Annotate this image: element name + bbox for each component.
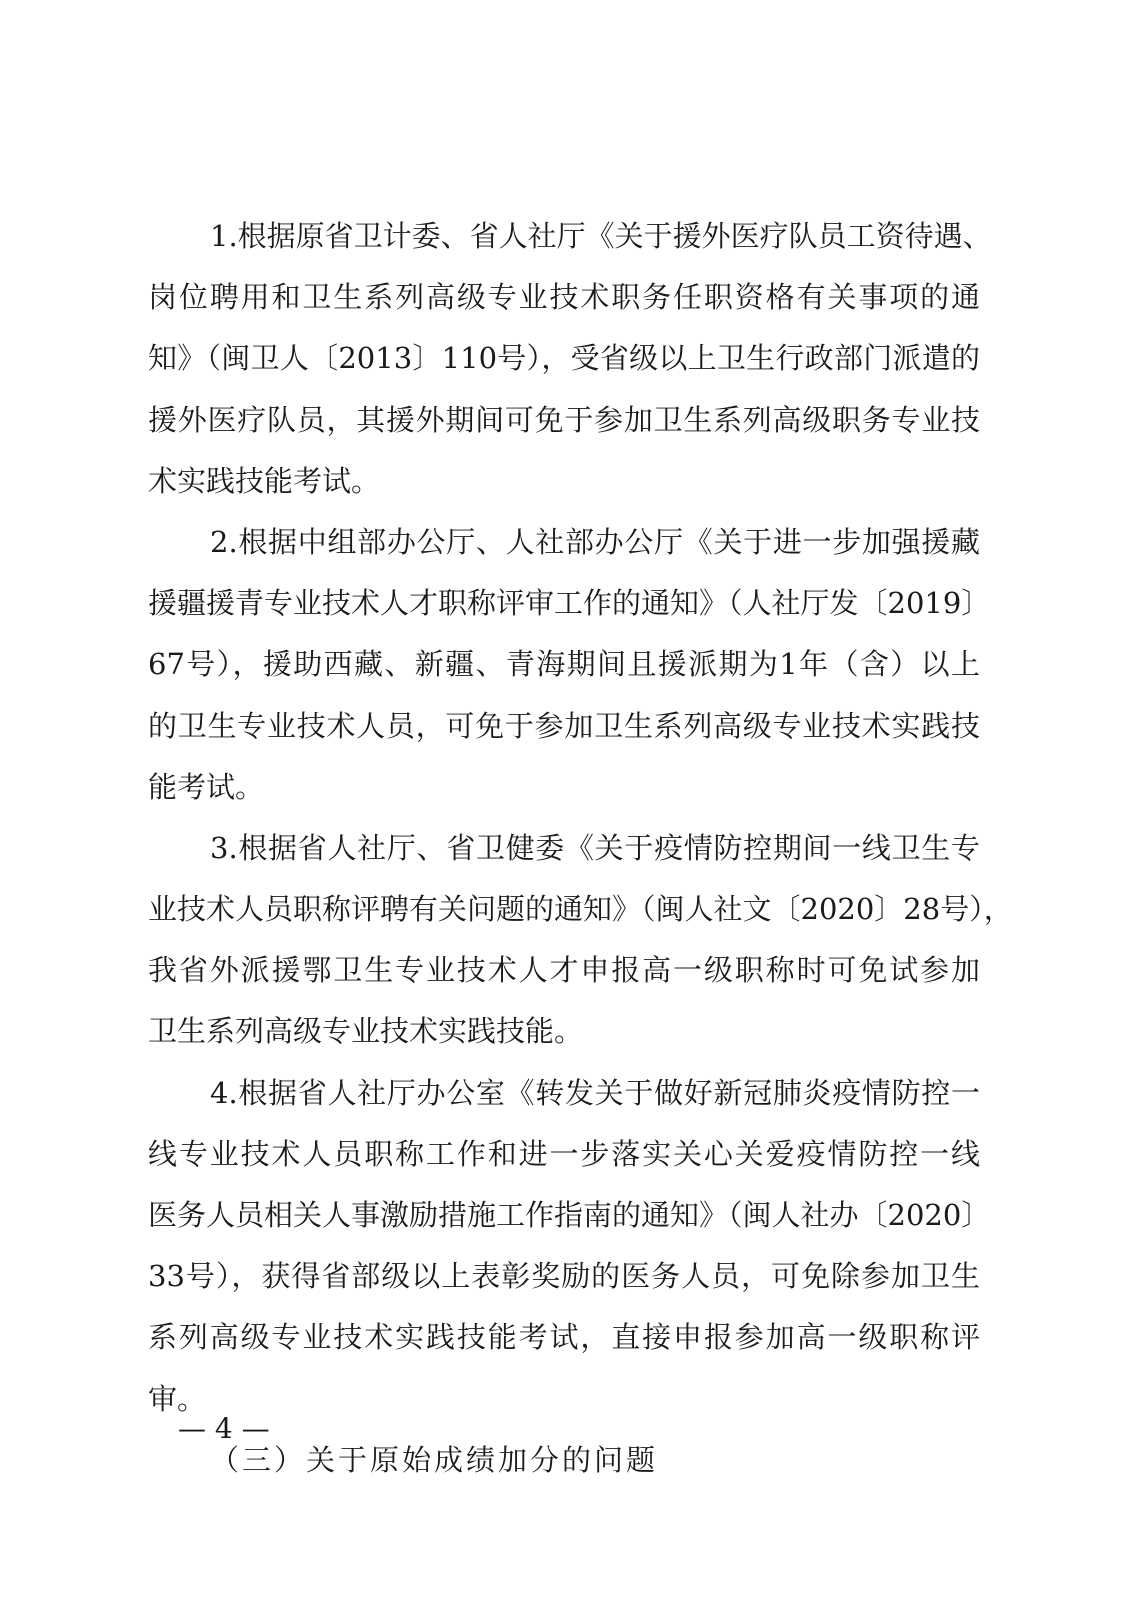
text-line: 4.根据省人社厅办公室《转发关于做好新冠肺炎疫情防控一 <box>210 1075 980 1110</box>
text-line: 1.根据原省卫计委、省人社厅《关于援外医疗队员工资待遇、 <box>210 219 992 253</box>
text-line: 67号），援助西藏、新疆、青海期间且援派期为1年（含）以上 <box>148 647 980 682</box>
text-line: 援疆援青专业技术人才职称评审工作的通知》（人社厅发〔2019〕 <box>148 586 991 621</box>
text-line: 术实践技能考试。 <box>148 463 381 498</box>
text-line: 33号），获得省部级以上表彰奖励的医务人员，可免除参加卫生 <box>148 1259 980 1294</box>
document-body <box>148 206 1013 1491</box>
text-line: 岗位聘用和卫生系列高级专业技术职务任职资格有关事项的通 <box>148 280 980 315</box>
text-line: 能考试。 <box>148 769 265 804</box>
text-line: 审。 <box>148 1381 207 1416</box>
text-line: 卫生系列高级专业技术实践技能。 <box>148 1014 584 1049</box>
text-line: 援外医疗队员，其援外期间可免于参加卫生系列高级职务专业技 <box>148 402 980 437</box>
text-line: 知》（闽卫人〔2013〕110号），受省级以上卫生行政部门派遣的 <box>148 341 980 376</box>
text-line: 医务人员相关人事激励措施工作指南的通知》（闽人社办〔2020〕 <box>148 1198 991 1232</box>
paragraph-1 <box>148 206 992 512</box>
text-line: 业技术人员职称评聘有关问题的通知》（闽人社文〔2020〕28号）， <box>148 892 1013 927</box>
paragraph-2 <box>148 512 991 818</box>
section-heading: （三）关于原始成绩加分的问题 <box>210 1442 659 1477</box>
text-line: 线专业技术人员职称工作和进一步落实关心关爱疫情防控一线 <box>148 1136 980 1171</box>
paragraph-4 <box>148 1063 991 1430</box>
text-line: 3.根据省人社厅、省卫健委《关于疫情防控期间一线卫生专 <box>210 830 980 865</box>
text-line: 的卫生专业技术人员，可免于参加卫生系列高级专业技术实践技 <box>148 708 980 743</box>
page-number: — 4 — <box>178 1412 270 1445</box>
paragraph-3 <box>148 818 1013 1063</box>
text-line: 2.根据中组部办公厅、人社部办公厅《关于进一步加强援藏 <box>210 524 980 559</box>
text-line: 系列高级专业技术实践技能考试，直接申报参加高一级职称评 <box>148 1320 980 1355</box>
text-line: 我省外派援鄂卫生专业技术人才申报高一级职称时可免试参加 <box>148 953 980 988</box>
